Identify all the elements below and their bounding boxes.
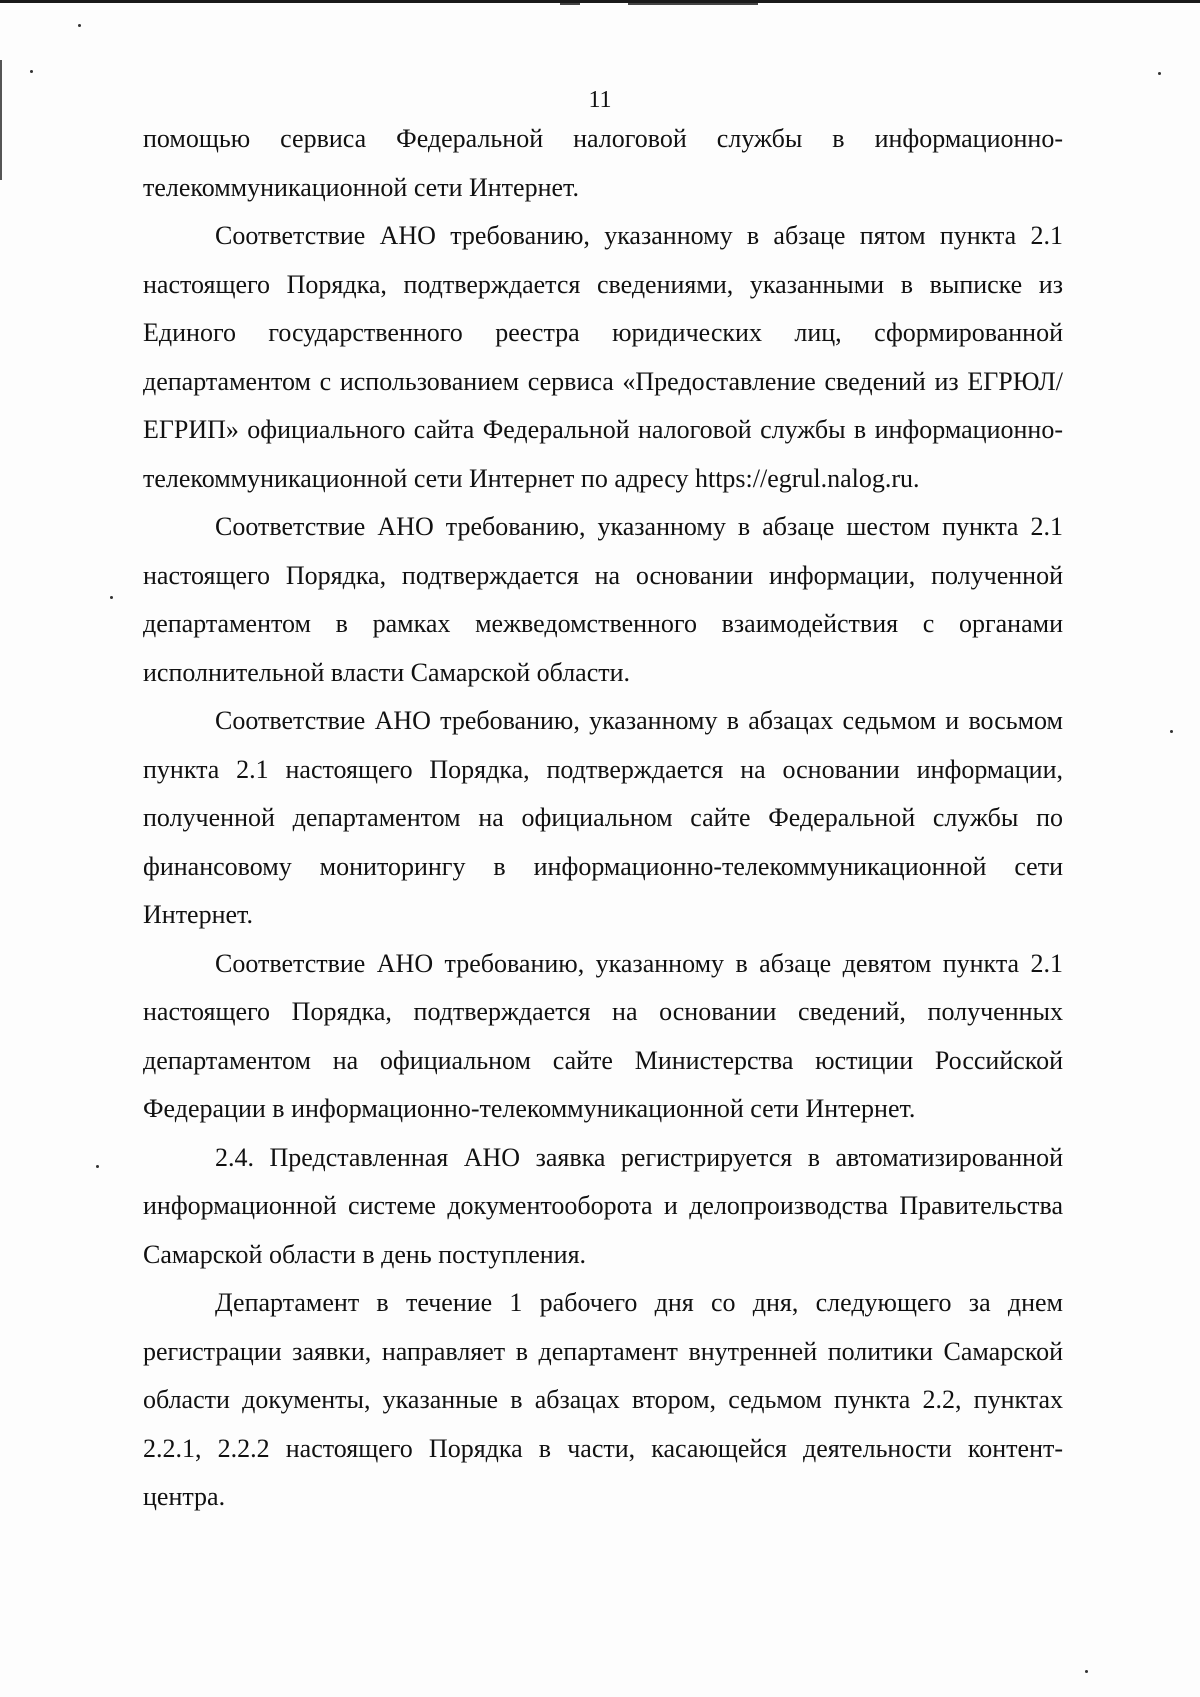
scan-speck: [1170, 730, 1173, 733]
scan-speck: [1085, 1670, 1088, 1673]
scan-artifact: [560, 3, 580, 5]
scan-left-edge: [0, 60, 2, 180]
paragraph-continuation: помощью сервиса Федеральной налоговой службы в информационно-телекоммуникационной сети Интернет.: [143, 124, 1063, 202]
paragraph-section-2-4: 2.4. Представленная АНО заявка регистрируется в автоматизированной информационной системе документооборота и делопроизводства Правительства Самарской области в день поступления.: [143, 1142, 1063, 1269]
document-body: [143, 115, 1063, 1522]
scan-speck: [110, 596, 113, 599]
scan-artifact: [628, 3, 758, 5]
paragraph-ministry-justice-requirement: Соответствие АНО требованию, указанному в абзаце девятом пункта 2.1 настоящего Порядка, подтверждается на основании сведений, полученных департаментом на официальном сайте Министерства юстиции Российской Федерации в информационно-телекоммуникационной сети Интернет.: [143, 948, 1063, 1123]
scan-speck: [96, 1165, 99, 1168]
paragraph-interagency-requirement: Соответствие АНО требованию, указанному в абзаце шестом пункта 2.1 настоящего Порядка, подтверждается на основании информации, полученной департаментом в рамках межведомственного взаимодействия с органами исполнительной власти Самарской области.: [143, 512, 1063, 687]
paragraph-financial-monitoring-requirement: Соответствие АНО требованию, указанному в абзацах седьмом и восьмом пункта 2.1 настоящего Порядка, подтверждается на основании информации, полученной департаментом на официальном сайте Федеральной службы по финансовому мониторингу в информационно-телекоммуникационной сети Интернет.: [143, 706, 1063, 929]
paragraph-department-forwarding: Департамент в течение 1 рабочего дня со дня, следующего за днем регистрации заявки, направляет в департамент внутренней политики Самарской области документы, указанные в абзацах втором, седьмом пункта 2.2, пунктах 2.2.1, 2.2.2 настоящего Порядка в части, касающейся деятельности контент-центра.: [143, 1288, 1063, 1511]
scan-speck: [78, 24, 81, 27]
scan-top-edge: [0, 0, 1200, 3]
scan-speck: [30, 70, 33, 73]
page-number: 11: [588, 87, 612, 113]
scan-speck: [1158, 72, 1161, 75]
paragraph-egrul-requirement: Соответствие АНО требованию, указанному в абзаце пятом пункта 2.1 настоящего Порядка, подтверждается сведениями, указанными в выписке из Единого государственного реестра юридических лиц, сформированной департаментом с использованием сервиса «Предоставление сведений из ЕГРЮЛ/ЕГРИП» официального сайта Федеральной налоговой службы в информационно-телекоммуникационной сети Интернет по адресу https://egrul.nalog.ru.: [143, 221, 1063, 493]
